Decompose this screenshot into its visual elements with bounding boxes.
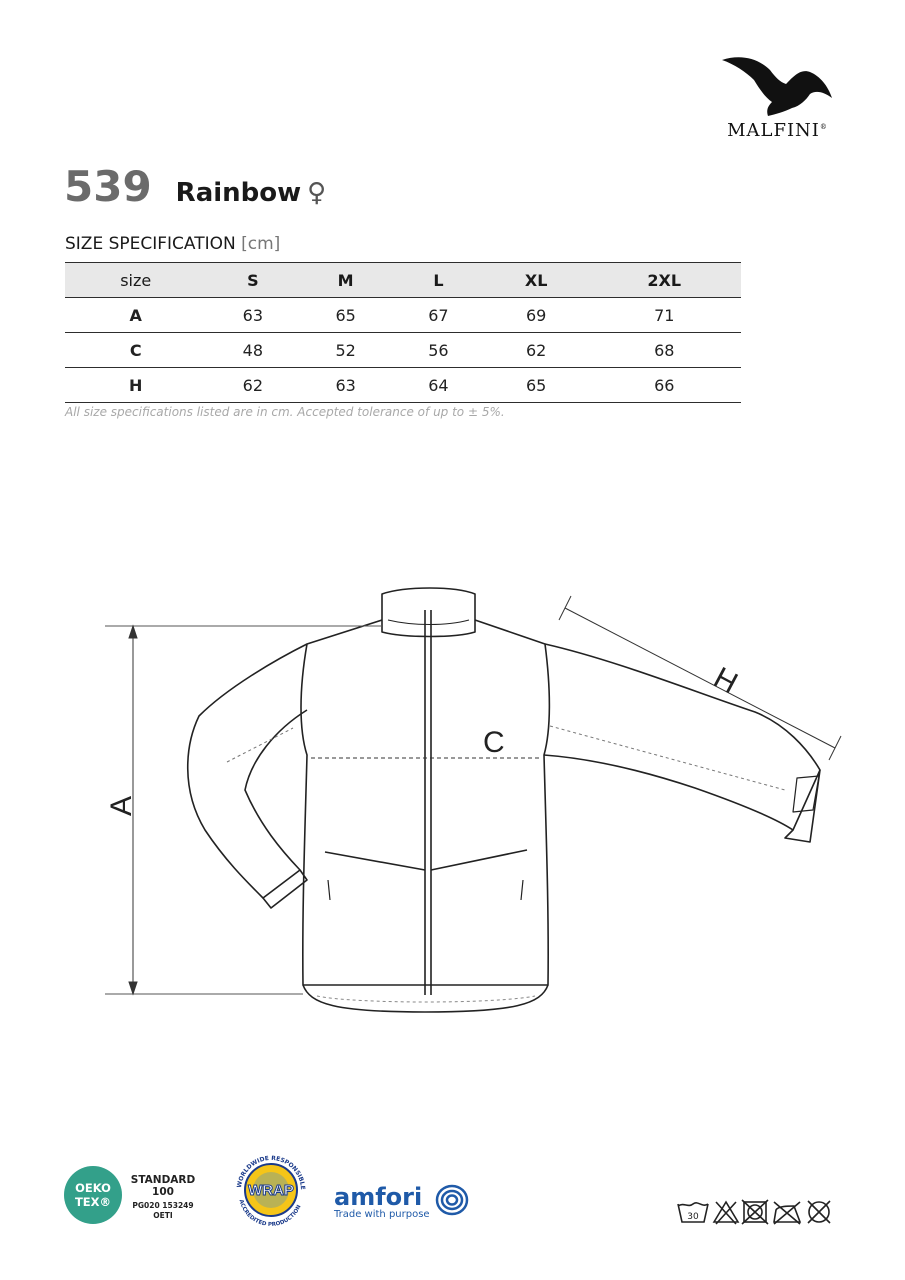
brand-name: MALFINI xyxy=(727,120,820,141)
standard-label: STANDARD xyxy=(130,1174,196,1186)
column-header: M xyxy=(299,263,392,298)
eagle-icon xyxy=(720,50,835,118)
table-header-row xyxy=(65,263,741,298)
oeko-tex-standard xyxy=(128,1174,198,1220)
table-row xyxy=(65,298,741,333)
tolerance-note: All size specifications listed are in cm. Accepted tolerance of up to ± 5%. xyxy=(65,405,505,419)
table-cell: 48 xyxy=(206,333,299,368)
row-label: A xyxy=(65,298,206,333)
brand-logo xyxy=(710,50,845,141)
brand-registered-mark: ® xyxy=(819,123,828,131)
table-cell: 63 xyxy=(299,368,392,403)
no-dry-clean-icon xyxy=(808,1201,830,1223)
size-spec-table xyxy=(65,262,741,403)
column-header: size xyxy=(65,263,206,298)
measure-line-h xyxy=(565,608,835,748)
table-cell: 64 xyxy=(392,368,485,403)
table-cell: 67 xyxy=(392,298,485,333)
product-name: Rainbow xyxy=(175,178,302,208)
amfori-tagline: Trade with purpose xyxy=(334,1209,430,1220)
table-row xyxy=(65,368,741,403)
no-iron-icon xyxy=(774,1202,800,1224)
column-header: L xyxy=(392,263,485,298)
label-a: A xyxy=(105,795,138,816)
certificate-org: OETI xyxy=(153,1211,173,1220)
oeko-text: OEKO xyxy=(75,1181,111,1195)
table-cell: 65 xyxy=(299,298,392,333)
table-cell: 66 xyxy=(588,368,741,403)
measurement-guides xyxy=(105,596,841,994)
wrap-name: WRAP xyxy=(248,1182,294,1199)
column-header: XL xyxy=(485,263,588,298)
standard-number: 100 xyxy=(152,1186,174,1198)
tex-text: TEX® xyxy=(74,1195,112,1209)
wash-30-icon xyxy=(678,1203,708,1222)
oeko-tex-logo xyxy=(64,1166,122,1224)
wrap-bottom-text: ACCREDITED PRODUCTION xyxy=(237,1198,303,1229)
arrow-down-icon xyxy=(129,982,137,994)
label-h: H xyxy=(708,661,743,701)
table-cell: 69 xyxy=(485,298,588,333)
table-cell: 52 xyxy=(299,333,392,368)
no-tumble-dry-icon xyxy=(742,1200,768,1224)
wrap-certification-logo xyxy=(231,1150,311,1230)
table-cell: 65 xyxy=(485,368,588,403)
amfori-name: amfori xyxy=(334,1183,423,1211)
amfori-logo xyxy=(334,1183,430,1220)
wrap-top-text: WORLDWIDE RESPONSIBLE xyxy=(235,1154,307,1190)
size-spec-unit: [cm] xyxy=(241,234,281,254)
row-label: C xyxy=(65,333,206,368)
size-spec-title-text: SIZE SPECIFICATION xyxy=(65,234,236,254)
product-code: 539 xyxy=(64,162,152,211)
column-header: 2XL xyxy=(588,263,741,298)
table-cell: 62 xyxy=(206,368,299,403)
column-header: S xyxy=(206,263,299,298)
no-bleach-icon xyxy=(714,1202,738,1224)
wash-temp: 30 xyxy=(687,1212,699,1222)
table-cell: 56 xyxy=(392,333,485,368)
table-cell: 68 xyxy=(588,333,741,368)
table-cell: 62 xyxy=(485,333,588,368)
amfori-spiral-icon xyxy=(434,1183,470,1217)
table-cell: 71 xyxy=(588,298,741,333)
table-row xyxy=(65,333,741,368)
care-symbols xyxy=(676,1198,842,1228)
jacket-measurement-drawing xyxy=(95,580,855,1040)
jacket-outline xyxy=(188,588,820,1012)
female-symbol: ♀ xyxy=(307,178,327,208)
size-spec-title xyxy=(65,234,280,254)
table-cell: 63 xyxy=(206,298,299,333)
arrow-up-icon xyxy=(129,626,137,638)
row-label: H xyxy=(65,368,206,403)
product-heading xyxy=(64,162,326,212)
certificate-number: PG020 153249 xyxy=(132,1201,194,1210)
label-c: C xyxy=(483,726,505,759)
